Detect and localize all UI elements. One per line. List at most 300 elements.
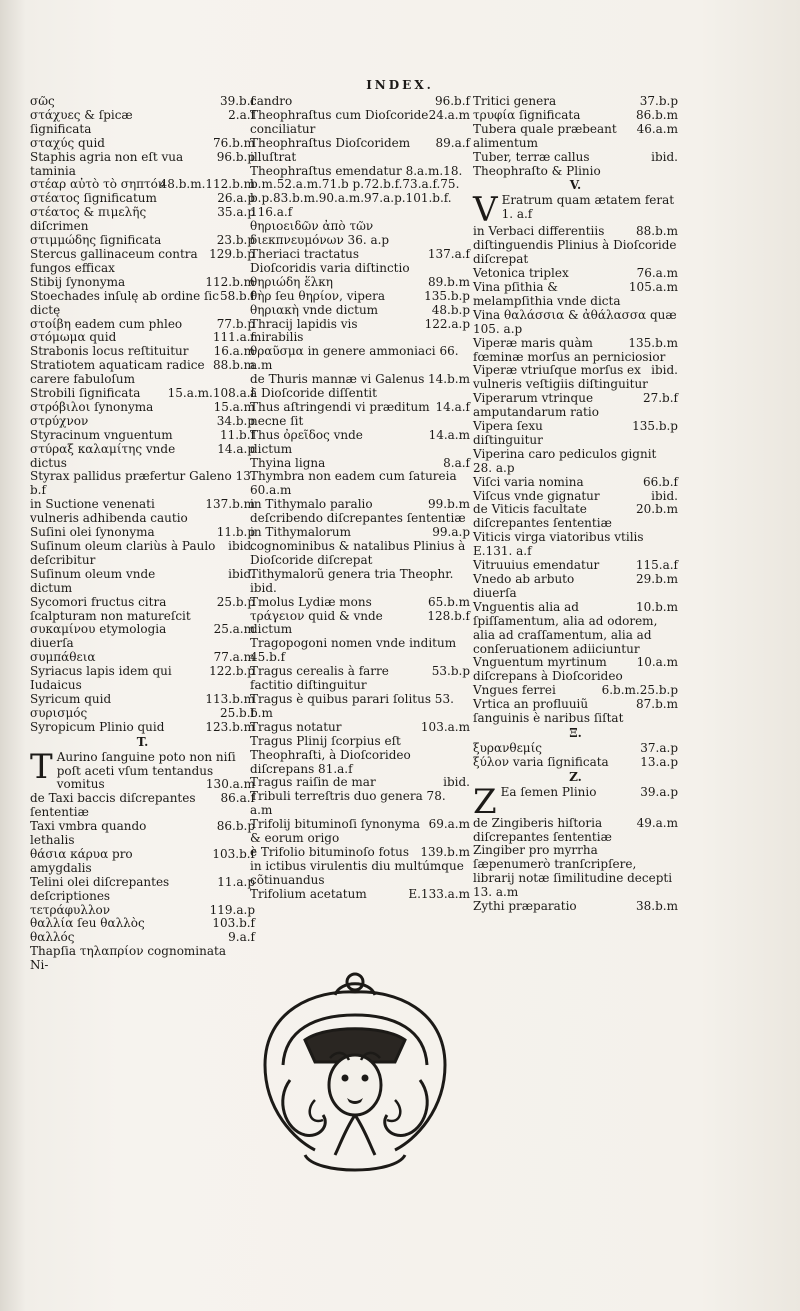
entry-ref: 13.a.p [640,754,678,769]
entry-ref: ibid. [228,566,255,581]
index-entry-dropcap [30,746,255,793]
entry-text: candro [250,94,293,108]
entry-text: Viperina caro pediculos gignit 28. a.p [473,446,657,475]
entry-ref: 96.b.p [216,149,255,164]
index-entry [30,470,255,498]
index-entry [30,568,255,596]
index-entry [473,601,678,657]
index-entry [250,304,470,318]
index-entry [30,876,255,904]
index-column-3 [473,95,678,914]
entry-text: Zingiber pro myrrha ſæpenumerò tranſcripſere, librarij notæ ſimilitudine decepti 13. a.m [473,843,673,900]
index-entry [250,290,470,304]
entry-ref: 135.b.p [424,288,470,303]
entry-text: Vngues ferrei [473,683,556,698]
index-entry [473,559,678,573]
entry-ref: ibid. [651,149,678,164]
index-column-1 [30,95,255,973]
entry-text: Tragopogoni nomen vnde inditum 45.b.f [250,636,457,665]
entry-ref: 89.a.f [435,135,470,150]
entry-text: Zythi præparatio [473,899,577,914]
entry-ref: 99.a.p [432,525,470,540]
entry-text: στέαρ αὐτὸ τὸ σηπτόν [30,177,166,192]
entry-text: θηριακὴ vnde dictum [250,302,379,317]
index-entry [473,151,678,179]
index-entry [473,123,678,151]
index-entry [250,109,470,137]
section-letter-z: Z. [569,769,582,784]
entry-ref: 96.b.f [434,94,470,108]
entry-ref: 123.b.m [205,719,255,734]
entry-text: Styrax pallidus præfertur Galeno 13. b.f [30,469,255,498]
entry-text: de Zingiberis hiſtoria diſcrepantes ſententiæ [473,815,612,844]
index-entry [473,337,678,365]
entry-ref: 25.b.f [219,705,255,720]
index-entry [250,95,470,109]
index-entry [30,665,255,693]
entry-text: Tribuli terreſtris duo genera 78. a.m [250,789,446,818]
index-entry [473,684,678,698]
entry-text: ξύλον varia ſignificata [473,754,609,769]
entry-text: Trifolij bituminoſi ſynonyma & eorum origo [250,817,421,846]
entry-text: Theophraſtus Dioſcoridem illuſtrat [250,135,411,164]
index-entry [30,401,255,415]
index-entry [30,345,255,359]
entry-ref: 26.a.p [217,191,255,206]
entry-ref: 16.a.m [213,344,255,359]
entry-ref: 86.a.f [220,791,255,806]
dropcap-letter: V [473,190,498,231]
index-entry [250,401,470,429]
entry-ref: 2.a.f [228,107,255,122]
entry-ref: 103.b.f [212,916,255,931]
entry-text: Thymbra non eadem cum ſatureia 60.a.m [250,469,457,498]
entry-ref: 38.b.m [636,899,678,914]
entry-text: στόμωμα quid [30,330,117,345]
entry-text: στοίβη eadem cum phleo [30,316,183,331]
index-entry [30,137,255,151]
entry-text: Tragus cerealis à farre factitio diſtinguitur [250,664,389,693]
entry-text: Vina pſithia & melampſithia vnde dicta [473,279,621,308]
entry-ref: 46.a.m [636,121,678,136]
index-entry [30,151,255,179]
entry-ref: 113.b.m [205,691,255,706]
index-entry [250,790,470,818]
index-entry [30,848,255,876]
index-entry [30,651,255,665]
entry-text: Thracij lapidis vis mirabilis [250,316,358,345]
entry-text: Stibij ſynonyma [30,274,126,289]
entry-text: Suſinum oleum vnde dictum [30,566,156,595]
entry-text: στέατος & πιμελῆς diſcrimen [30,205,147,234]
index-entry [473,817,678,845]
entry-text: στρύχνον [30,413,89,428]
entry-ref: 14.a.m [428,427,470,442]
page-header: INDEX. [366,78,434,92]
entry-text: Tragus raiſin de mar [250,775,376,790]
entry-ref: 139.b.m [420,844,470,859]
entry-text: θὴρ ſeu θηρίον, vipera [250,288,385,303]
entry-text: Suſinum oleum clariùs à Paulo deſcribitur [30,539,216,567]
index-entry [250,220,470,248]
entry-text: τρυφία ſignificata [473,107,581,122]
index-entry [30,276,255,290]
entry-ref: 137.a.f [427,246,470,261]
entry-text: Syropicum Plinio quid [30,719,165,734]
index-entry [30,596,255,624]
entry-text: στέατος ſignificatum [30,191,157,206]
entry-ref: 137.b.m [205,497,255,512]
entry-ref: 129.b.p [209,246,255,261]
entry-ref: 103.b.f [212,846,255,861]
entry-ref: 88.b.m [213,358,255,373]
entry-text: τράγειον quid & vnde dictum [250,608,383,637]
entry-text: Syricum quid [30,691,112,706]
index-entry [250,137,470,165]
index-entry [30,248,255,276]
index-entry-dropcap [473,781,678,822]
index-entry [250,318,470,346]
entry-text: Vrtica an profluuiũ ſanguinis è naribus ſiſtat [473,697,624,726]
index-entry [30,707,255,721]
index-entry [250,429,470,457]
entry-ref: 25.b.p [216,594,255,609]
index-entry [250,596,470,610]
entry-ref: 11.b.p [216,525,255,540]
entry-text: de Viticis facultate diſcrepantes ſententiæ [473,502,612,531]
entry-text: Stoechades inſulę ab ordine ſic dictę [30,288,219,317]
entry-ref: 122.b.p [209,664,255,679]
entry-ref: 77.b.p [216,316,255,331]
entry-ref: 14.a.f [435,399,470,414]
index-entry [473,656,678,684]
entry-ref: 103.a.m [420,719,470,734]
entry-text: θραῦσμα in genere ammoniaci 66. a.m [250,344,459,373]
entry-ref: 37.b.p [639,94,678,108]
entry-text: Strabonis locus reſtituitur [30,344,189,359]
index-entry [473,900,678,914]
index-entry [30,904,255,918]
index-entry [250,345,470,373]
entry-text: Tithymalorũ genera tria Theophr. ibid. [250,566,454,595]
entry-ref: E.133.a.m [408,886,470,901]
entry-text: Suſini olei ſynonyma [30,525,155,540]
entry-text: συρισμός [30,705,88,720]
entry-text: Stratiotem aquaticam radice carere fabuloſum [30,358,205,387]
entry-ref: 88.b.m [636,224,678,239]
index-entry [473,476,678,490]
entry-ref: 15.a.m.108.a.f [167,386,255,401]
index-entry [473,109,678,123]
entry-text: Vetonica triplex [473,266,569,281]
index-entry [30,318,255,332]
entry-text: Eratrum quam ætatem ferat 1. a.f [501,193,675,222]
entry-ref: 24.a.m [428,107,470,122]
index-entry [30,234,255,248]
entry-ref: ibid. [443,775,470,790]
index-entry [250,846,470,888]
entry-ref: 10.a.m [636,655,678,670]
section-letter-t: T. [136,734,149,749]
entry-ref: 128.b.f [427,608,470,623]
index-entry [250,373,470,401]
entry-text: in Verbaci differentiis diſtinguendis Plinius à Dioſcoride diſcrepat [473,224,677,267]
dropcap-letter: Z [473,781,497,822]
entry-text: Strobili ſignificata [30,386,141,401]
entry-ref: ibid. [651,363,678,378]
entry-ref: ibid. [228,539,255,553]
entry-ref: 130.a.m [205,777,255,792]
entry-ref: 49.a.m [636,815,678,830]
entry-text: Tubera quale præbeant alimentum [473,121,617,150]
entry-ref: 25.a.m [213,622,255,637]
index-entry [473,573,678,601]
index-entry [30,917,255,931]
entry-text: Tragus notatur [250,719,342,734]
index-entry [30,178,255,192]
entry-text: Viſci varia nomina [473,474,584,489]
entry-text: de Taxi baccis diſcrepantes ſententiæ [30,791,196,820]
entry-text: Stercus gallinaceum contra fungos efficax [30,246,198,275]
entry-text: στύραξ καλαμίτης vnde dictus [30,441,176,470]
entry-ref: 14.a.p [217,441,255,456]
entry-text: Syriacus lapis idem qui Iudaicus [30,664,172,693]
entry-text: Thapſia τηλαπρίον cognominata Ni- [30,944,226,973]
index-entry [473,364,678,392]
index-entry [473,490,678,504]
entry-text: Telini olei diſcrepantes deſcriptiones [30,874,170,903]
entry-ref: 111.a.f [212,330,255,345]
entry-ref: 11.b.f [219,427,255,442]
entry-text: in Suctione venenati vulneris adhibenda cautio [30,497,188,526]
index-entry [30,540,255,568]
index-entry [30,206,255,234]
index-entry [473,225,678,267]
index-entry [30,387,255,401]
entry-text: θαλλία ſeu θαλλὸς [30,916,145,931]
entry-ref: 39.b.f [219,94,255,108]
entry-ref: 99.b.m [428,497,470,512]
index-column-2 [250,95,470,902]
index-entry [473,448,678,476]
entry-text: Theriaci tractatus Dioſcoridis varia diſtinctio [250,246,410,275]
entry-text: è Trifolio bituminoſo fotus in ictibus virulentis diu multúmque cõtinuandus [250,844,464,887]
entry-text: Theophraſtus emendatur 8.a.m.18. b.m.52.a.m.71.b p.72.b.f.73.a.f.75. b.p.83.b.m.90.a.m.97.a.p.101.b.f. 116.a.f [250,163,463,220]
entry-text: στάχυες & ſpicæ ſignificata [30,107,133,136]
entry-text: θηριώδη ἕλκη [250,274,333,289]
entry-text: Viperarum vtrinque amputandarum ratio [473,391,599,420]
entry-ref: 76.a.m [636,266,678,281]
entry-text: Vipera ſexu diſtinguitur [473,419,543,447]
entry-text: Taxi vmbra quando lethalis [30,819,147,848]
index-entry [30,290,255,318]
index-entry [30,693,255,707]
entry-ref: 35.a.p [217,205,255,220]
entry-ref: 39.a.p [640,784,678,799]
entry-text: Tragus Plinij ſcorpius eſt Theophraſti, à Dioſcorideo diſcrepans 81.a.f [250,733,411,776]
entry-ref: 14.b.m [428,372,470,387]
entry-ref: 135.b.p [632,419,678,434]
index-entry [250,665,470,693]
entry-text: Styracinum vnguentum [30,427,173,442]
index-entry [250,735,470,777]
index-entry [250,610,470,638]
entry-text: σῶς [30,94,55,108]
index-entry [30,359,255,387]
entry-text: συκαμίνου etymologia diuerſa [30,622,167,651]
entry-text: Tragus è quibus parari ſolitus 53. b.m [250,691,454,720]
entry-ref: 34.b.p [216,413,255,428]
index-entry [473,420,678,448]
entry-ref: 65.b.m [428,594,470,609]
index-entry [30,931,255,945]
entry-text: Tuber, terræ callus Theophraſto & Plinio [473,149,601,178]
index-entry [30,498,255,526]
entry-text: Viperæ maris quàm fœminæ morſus an perniciosior [473,335,666,364]
index-entry [250,498,470,526]
entry-ref: 66.b.f [642,474,678,489]
index-entry [30,526,255,540]
index-entry [473,392,678,420]
entry-text: Thyina ligna [250,455,326,470]
entry-text: Sycomori fructus citra ſcalpturam non matureſcit [30,594,191,623]
entry-ref: 10.b.m [636,599,678,614]
entry-text: τετράφυλλον [30,902,111,917]
entry-ref: 58.b.f [219,288,255,303]
entry-ref: 135.b.m [628,335,678,350]
entry-text: συμπάθεια [30,650,96,665]
entry-text: Vitruuius emendatur [473,558,600,573]
index-entry [473,95,678,109]
index-entry [250,276,470,290]
index-entry [250,526,470,568]
entry-ref: 15.a.m [213,399,255,414]
entry-ref: 77.a.m [213,650,255,665]
entry-text: Viſcus vnde gignatur [473,488,600,503]
entry-ref: 11.a.p [217,874,255,889]
entry-ref: 89.b.m [428,274,470,289]
entry-ref: 48.b.p [431,302,470,317]
dropcap-letter: T [30,746,53,787]
entry-text: Vnguentum myrtinum diſcrepans à Dioſcorideo [473,655,623,684]
index-entry [473,309,678,337]
entry-ref: ibid. [651,488,678,503]
entry-text: στρόβιλοι ſynonyma [30,399,154,414]
entry-ref: 9.a.f [228,930,255,945]
section-letter-xi: Ξ. [569,725,582,740]
entry-text: Thus aſtringendi vi præditum necne ſit [250,399,430,428]
index-entry [473,267,678,281]
index-entry [30,443,255,471]
entry-text: Aurino ſanguine poto non niſi poſt aceti vſum tentandus vomitus [56,749,236,792]
index-entry [473,844,678,900]
entry-text: ξυρανθεμίς [473,740,543,755]
entry-ref: 87.b.m [636,697,678,712]
entry-text: in Tithymalo paralio deſcribendo diſcrepantes ſententiæ [250,497,466,526]
index-entry [250,248,470,276]
entry-ref: 105.a.m [628,279,678,294]
entry-ref: 76.b.m [213,135,255,150]
entry-text: Viperæ vtriuſque morſus ex vulneris veſtigiis diſtinguitur [473,363,648,392]
index-entry [250,637,470,665]
entry-ref: 29.b.m [636,572,678,586]
entry-ref: 53.b.p [431,664,470,679]
mask-ornament-icon [245,970,465,1180]
entry-ref: 27.b.f [642,391,678,406]
entry-text: θηριοειδῶν ἀπὸ τῶν διεκπνευμόνων 36. a.p [250,219,390,248]
entry-ref: 69.a.m [428,817,470,832]
entry-text: Tritici genera [473,94,557,108]
entry-text: Staphis agria non eſt vua taminia [30,149,184,178]
index-entry [250,568,470,596]
entry-text: θάσια κάρυα pro amygdalis [30,846,133,875]
index-entry [250,457,470,471]
entry-text: στιμμώδης ſignificata [30,233,162,248]
entry-ref: 119.a.p [209,902,255,917]
entry-text: θαλλός [30,930,75,945]
index-entry [30,623,255,651]
entry-ref: 6.b.m.25.b.p [601,683,678,698]
entry-text: in Tithymalorum cognominibus & natalibus Plinius à Dioſcoride diſcrepat [250,525,466,567]
entry-text: de Thuris mannæ vi Galenus à Dioſcoride diſſentit [250,372,425,401]
entry-ref: 23.b.p [216,233,255,248]
index-entry [30,820,255,848]
index-entry [473,742,678,756]
index-entry [250,776,470,790]
entry-ref: 86.b.p [216,819,255,834]
entry-text: Tmolus Lydiæ mons [250,594,372,609]
index-entry [473,503,678,531]
index-entry [473,698,678,726]
entry-text: Vnedo ab arbuto diuerſa [473,572,575,600]
index-entry [250,818,470,846]
index-entry [473,531,678,559]
index-entry [30,429,255,443]
entry-ref: 8.a.f [443,455,470,470]
entry-ref: 48.b.m.112.b.m [159,177,255,192]
entry-ref: 122.a.p [424,316,470,331]
index-entry [473,756,678,770]
entry-ref: 86.b.m [636,107,678,122]
section-letter-v: V. [569,178,582,193]
entry-text: σταχύς quid [30,135,105,150]
entry-text: Viticis virga viatoribus vtilis E.131. a.f [473,530,644,559]
index-entry [250,470,470,498]
index-entry [30,109,255,137]
entry-text: Thus ὀρεῖδος vnde dictum [250,427,363,456]
entry-ref: 37.a.p [640,740,678,755]
index-entry [30,331,255,345]
index-entry [30,192,255,206]
index-entry [250,888,470,902]
entry-text: Theophraſtus cum Dioſcoride conciliatur [250,107,429,136]
index-entry [30,95,255,109]
entry-text: Vina θαλάσσια & ἀθάλασσα quæ 105. a.p [473,307,677,336]
entry-text: Trifolium acetatum [250,886,367,901]
index-entry [30,792,255,820]
index-entry [250,693,470,721]
entry-ref: 20.b.m [636,502,678,517]
entry-text: Vnguentis alia ad ſpiſſamentum, alia ad odorem, alia ad craſſamentum, alia ad conſeruationem adiiciuntur [473,599,658,656]
index-entry-dropcap [473,190,678,231]
index-entry [250,165,470,221]
entry-text: Ea ſemen Plinio [500,784,597,799]
entry-ref: 115.a.f [635,558,678,573]
index-entry [250,721,470,735]
index-entry [30,721,255,735]
index-entry [30,415,255,429]
index-entry [473,281,678,309]
